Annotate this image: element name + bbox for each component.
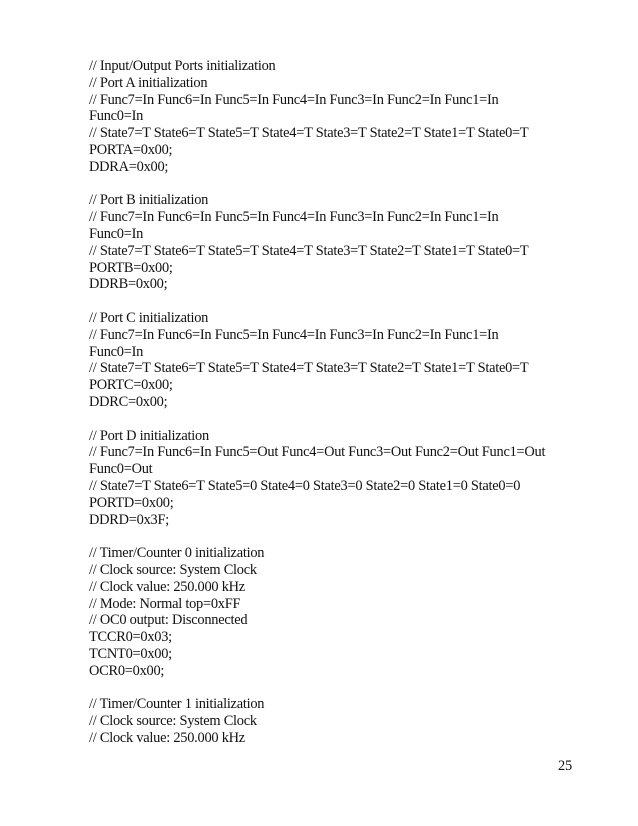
code-line: // Clock source: System Clock <box>89 561 257 578</box>
code-line: // Timer/Counter 1 initialization <box>89 696 265 713</box>
code-line: // Clock source: System Clock <box>89 713 257 730</box>
code-line: // Input/Output Ports initialization <box>89 58 276 74</box>
code-line: PORTB=0x00; <box>89 259 173 276</box>
code-line: // Port A initialization <box>89 74 208 91</box>
code-line: TCNT0=0x00; <box>89 645 172 662</box>
code-line: TCCR0=0x03; <box>89 629 172 646</box>
blank-line <box>89 679 609 696</box>
code-line: // Port D initialization <box>89 427 209 444</box>
code-line: Func0=In <box>89 343 144 360</box>
blank-line <box>89 293 609 310</box>
code-line: DDRA=0x00; <box>89 158 169 175</box>
code-line: // Port C initialization <box>89 309 209 326</box>
code-line: DDRC=0x00; <box>89 393 168 410</box>
code-line: PORTC=0x00; <box>89 377 173 394</box>
page-number: 25 <box>558 758 572 774</box>
code-line: Func0=Out <box>89 461 153 478</box>
code-listing <box>89 58 609 747</box>
code-line: // Func7=In Func6=In Func5=In Func4=In Func3=In Func2=In Func1=In <box>89 326 499 343</box>
code-line: Func0=In <box>89 225 144 242</box>
code-line: // Func7=In Func6=In Func5=Out Func4=Out Func3=Out Func2=Out Func1=Out <box>89 444 546 461</box>
blank-line <box>89 176 609 193</box>
code-line: // State7=T State6=T State5=0 State4=0 State3=0 State2=0 State1=0 State0=0 <box>89 477 521 494</box>
code-line: // Clock value: 250.000 kHz <box>89 729 245 746</box>
blank-line <box>89 528 609 545</box>
code-line: PORTA=0x00; <box>89 141 173 158</box>
code-line: // Func7=In Func6=In Func5=In Func4=In Func3=In Func2=In Func1=In <box>89 209 499 226</box>
code-line: // Timer/Counter 0 initialization <box>89 545 265 562</box>
code-line: OCR0=0x00; <box>89 662 165 679</box>
code-line: // Func7=In Func6=In Func5=In Func4=In Func3=In Func2=In Func1=In <box>89 91 499 108</box>
code-line: // State7=T State6=T State5=T State4=T State3=T State2=T State1=T State0=T <box>89 360 529 377</box>
code-line: DDRB=0x00; <box>89 276 168 293</box>
code-line: // OC0 output: Disconnected <box>89 612 248 629</box>
code-line: Func0=In <box>89 108 144 125</box>
code-line: // Mode: Normal top=0xFF <box>89 595 241 612</box>
code-line: // State7=T State6=T State5=T State4=T State3=T State2=T State1=T State0=T <box>89 242 529 259</box>
code-line: // Port B initialization <box>89 192 209 209</box>
blank-line <box>89 411 609 428</box>
code-line: // Clock value: 250.000 kHz <box>89 578 245 595</box>
code-line: PORTD=0x00; <box>89 494 174 511</box>
code-line: DDRD=0x3F; <box>89 511 169 528</box>
code-line: // State7=T State6=T State5=T State4=T State3=T State2=T State1=T State0=T <box>89 125 529 142</box>
